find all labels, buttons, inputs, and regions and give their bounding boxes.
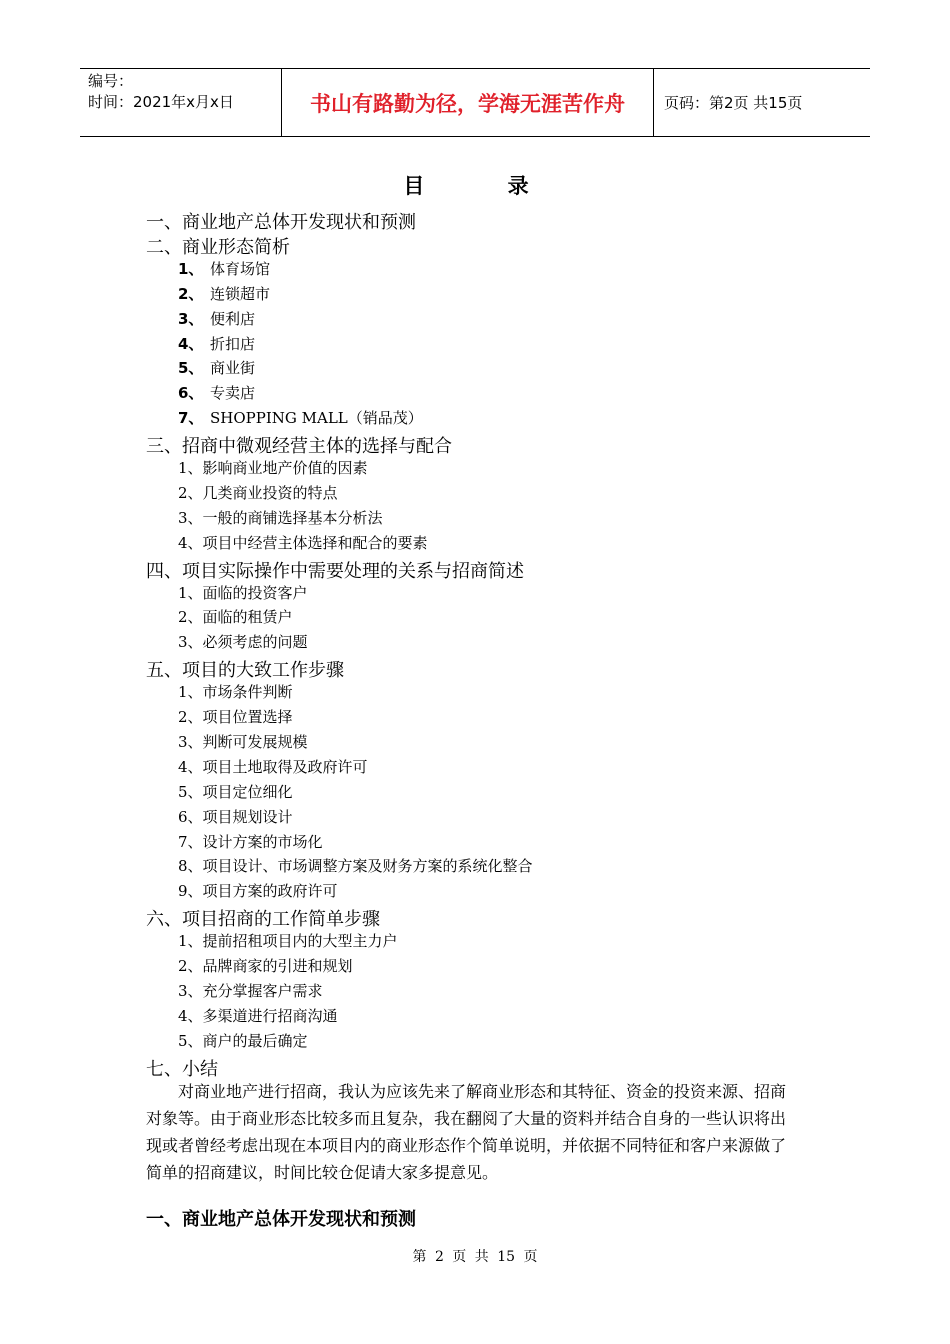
time-label: 时间：2021年x月x日 xyxy=(88,93,234,111)
toc-item xyxy=(178,507,383,528)
toc-item-label: 七、小结 xyxy=(146,1058,218,1080)
toc-item xyxy=(178,955,353,976)
toc-item-label: 1、提前招租项目内的大型主力户 xyxy=(178,932,398,951)
toc-item-label: 连锁超市 xyxy=(210,284,271,303)
toc-item xyxy=(146,656,344,682)
toc-item-label: SHOPPING MALL（销品茂） xyxy=(210,409,423,428)
toc-item xyxy=(178,1005,338,1026)
toc-item xyxy=(146,905,380,931)
summary-paragraph: 对商业地产进行招商，我认为应该先来了解商业形态和其特征、资金的投资来源、招商对象等。由于商业形态比较多而且复杂，我在翻阅了大量的资料并结合自身的一些认识将出现或者曾经考虑出现在本项目内的商业形态作个简单说明，并依据不同特征和客户来源做了简单的招商建议，时间比较仓促请大家多提意见。 xyxy=(146,1082,787,1182)
toc-item-label: 9、项目方案的政府许可 xyxy=(178,882,338,901)
toc-item-label: 商业街 xyxy=(210,359,256,378)
toc-item-label: 专卖店 xyxy=(210,384,256,403)
toc-item xyxy=(178,855,533,876)
toc-item-number: 1、 xyxy=(178,259,204,278)
toc-item xyxy=(178,781,293,802)
toc-item-number: 2、 xyxy=(178,284,204,303)
number-label: 编号： xyxy=(88,72,134,90)
toc-item xyxy=(178,482,338,503)
page-header xyxy=(80,68,870,137)
toc-item xyxy=(178,357,255,378)
toc-item-label: 3、充分掌握客户需求 xyxy=(178,981,323,1000)
toc-item xyxy=(146,557,524,583)
toc-item-label: 六、项目招商的工作简单步骤 xyxy=(146,909,380,931)
toc-item-label: 6、项目规划设计 xyxy=(178,807,293,826)
toc-item xyxy=(178,980,323,1001)
toc-item xyxy=(178,831,323,852)
toc-item-label: 3、判断可发展规模 xyxy=(178,732,308,751)
toc-item-label: 2、面临的租赁户 xyxy=(178,608,293,627)
toc-item xyxy=(178,457,368,478)
toc-item xyxy=(178,631,308,652)
toc-item xyxy=(178,333,255,354)
toc-item-label: 4、项目中经营主体选择和配合的要素 xyxy=(178,533,428,552)
toc-item-label: 5、项目定位细化 xyxy=(178,782,293,801)
toc-item xyxy=(178,756,368,777)
toc-item xyxy=(178,382,255,403)
toc-item-label: 7、设计方案的市场化 xyxy=(178,832,323,851)
toc-item-label: 一、商业地产总体开发现状和预测 xyxy=(146,212,416,233)
toc-item-label: 四、项目实际操作中需要处理的关系与招商简述 xyxy=(146,560,524,582)
toc-item-label: 二、商业形态简析 xyxy=(146,236,290,258)
toc-item xyxy=(178,606,293,627)
toc-item-label: 4、多渠道进行招商沟通 xyxy=(178,1006,338,1025)
section-heading: 一、商业地产总体开发现状和预测 xyxy=(146,1209,416,1230)
toc-item-number: 5、 xyxy=(178,359,204,378)
toc-item-number: 7、 xyxy=(178,409,204,428)
toc-item-label: 4、项目土地取得及政府许可 xyxy=(178,757,368,776)
toc-item-label: 五、项目的大致工作步骤 xyxy=(146,660,344,682)
toc-item xyxy=(178,407,423,428)
toc-item xyxy=(178,930,398,951)
header-meta xyxy=(80,69,282,136)
toc-item-label: 5、商户的最后确定 xyxy=(178,1031,308,1050)
toc-item-label: 2、项目位置选择 xyxy=(178,708,293,726)
toc-item-label: 3、必须考虑的问题 xyxy=(178,633,308,652)
toc-item xyxy=(178,681,293,702)
toc-item-label: 2、品牌商家的引进和规划 xyxy=(178,957,353,975)
toc-item-label: 8、项目设计、市场调整方案及财务方案的系统化整合 xyxy=(178,857,533,876)
toc-item xyxy=(178,731,308,752)
toc-item xyxy=(178,706,293,727)
page-footer: 第 2 页 共 15 页 xyxy=(412,1249,538,1265)
toc-item xyxy=(178,880,338,901)
toc-item xyxy=(178,806,293,827)
toc-item-label: 3、一般的商铺选择基本分析法 xyxy=(178,508,383,527)
toc-item xyxy=(178,582,308,603)
toc-item-number: 6、 xyxy=(178,384,204,403)
toc-title: 目 录 xyxy=(403,174,567,198)
toc-item-label: 便利店 xyxy=(210,309,256,328)
toc-item xyxy=(146,208,416,234)
toc-item-label: 三、招商中微观经营主体的选择与配合 xyxy=(146,436,452,458)
toc-item xyxy=(146,233,290,259)
header-page-info: 页码：第2页 共15页 xyxy=(664,94,803,112)
toc-item-label: 1、面临的投资客户 xyxy=(178,583,308,602)
header-motto: 书山有路勤为径，学海无涯苦作舟 xyxy=(282,69,654,136)
toc-item xyxy=(178,308,255,329)
toc-item xyxy=(178,532,428,553)
toc-item xyxy=(146,1055,218,1081)
toc-item-label: 折扣店 xyxy=(210,334,256,353)
toc-item-label: 2、几类商业投资的特点 xyxy=(178,483,338,502)
toc-item-label: 体育场馆 xyxy=(210,259,271,278)
toc-item xyxy=(178,258,270,279)
toc-item xyxy=(146,432,452,458)
toc-item xyxy=(178,283,270,304)
toc-item-number: 4、 xyxy=(178,334,204,353)
toc-item xyxy=(178,1030,308,1051)
toc-item-label: 1、市场条件判断 xyxy=(178,683,293,702)
toc-item-label: 1、影响商业地产价值的因素 xyxy=(178,459,368,477)
toc-item-number: 3、 xyxy=(178,309,204,328)
